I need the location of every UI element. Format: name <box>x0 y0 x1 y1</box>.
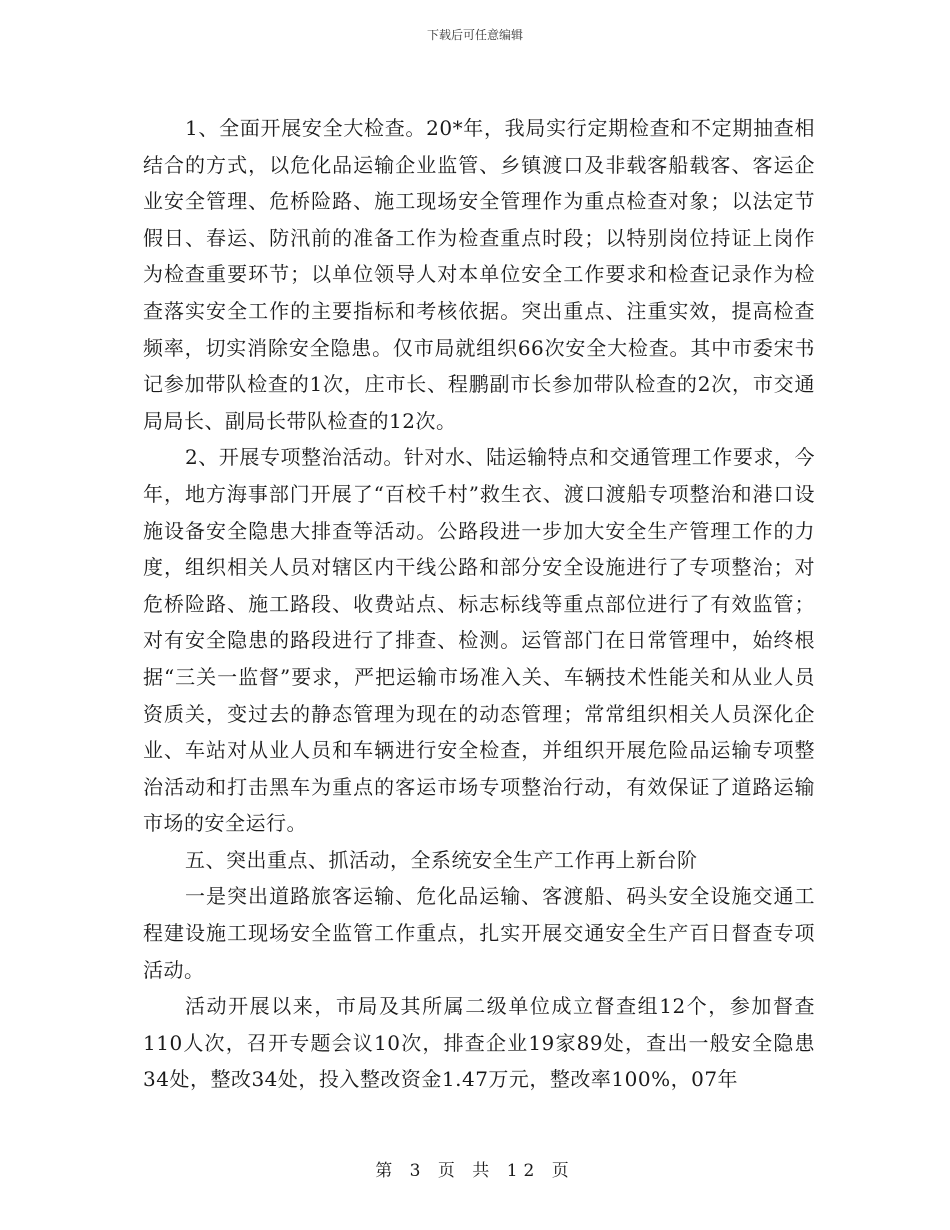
section-heading-five: 五、突出重点、抓活动，全系统安全生产工作再上新台阶 <box>185 847 698 872</box>
page-header: 下载后可任意编辑 <box>426 28 523 42</box>
page-number: 第 3 页 共 12 页 <box>375 1161 575 1181</box>
paragraph-activity-results: 活动开展以来，市局及其所属二级单位成立督查组12个，参加督查110人次，召开专题会议10次，排查企业19家89处，查出一般安全隐患34处，整改34处，投入整改资金1.47万元，整改率100%，07年 <box>143 994 815 1092</box>
paragraph-safety-inspection: 1、全面开展安全大检查。20*年，我局实行定期检查和不定期抽查相结合的方式，以危化品运输企业监管、乡镇渡口及非载客船载客、客运企业安全管理、危桥险路、施工现场安全管理作为重点检查对象；以法定节假日、春运、防汛前的准备工作为检查重点时段；以特别岗位持证上岗作为检查重要环节；以单位领导人对本单位安全工作要求和检查记录作为检查落实安全工作的主要指标和考核依据。突出重点、注重实效，提高检查频率，切实消除安全隐患。仅市局就组织66次安全大检查。其中市委宋书记参加带队检查的1次，庄市长、程鹏副市长参加带队检查的2次，市交通局局长、副局长带队检查的12次。 <box>143 116 815 433</box>
document-body <box>143 110 815 1098</box>
paragraph-special-rectification: 2、开展专项整治活动。针对水、陆运输特点和交通管理工作要求，今年，地方海事部门开展了“百校千村”救生衣、渡口渡船专项整治和港口设施设备安全隐患大排查等活动。公路段进一步加大安全生产管理工作的力度，组织相关人员对辖区内干线公路和部分安全设施进行了专项整治；对危桥险路、施工路段、收费站点、标志标线等重点部位进行了有效监管；对有安全隐患的路段进行了排查、检测。运管部门在日常管理中，始终根据“三关一监督”要求，严把运输市场准入关、车辆技术性能关和从业人员资质关，变过去的静态管理为现在的动态管理；常常组织相关人员深化企业、车站对从业人员和车辆进行安全检查，并组织开展危险品运输专项整治活动和打击黑车为重点的客运市场专项整治行动，有效保证了道路运输市场的安全运行。 <box>143 445 815 836</box>
paragraph-hundred-day-inspection: 一是突出道路旅客运输、危化品运输、客渡船、码头安全设施交通工程建设施工现场安全监管工作重点，扎实开展交通安全生产百日督查专项活动。 <box>143 884 815 982</box>
